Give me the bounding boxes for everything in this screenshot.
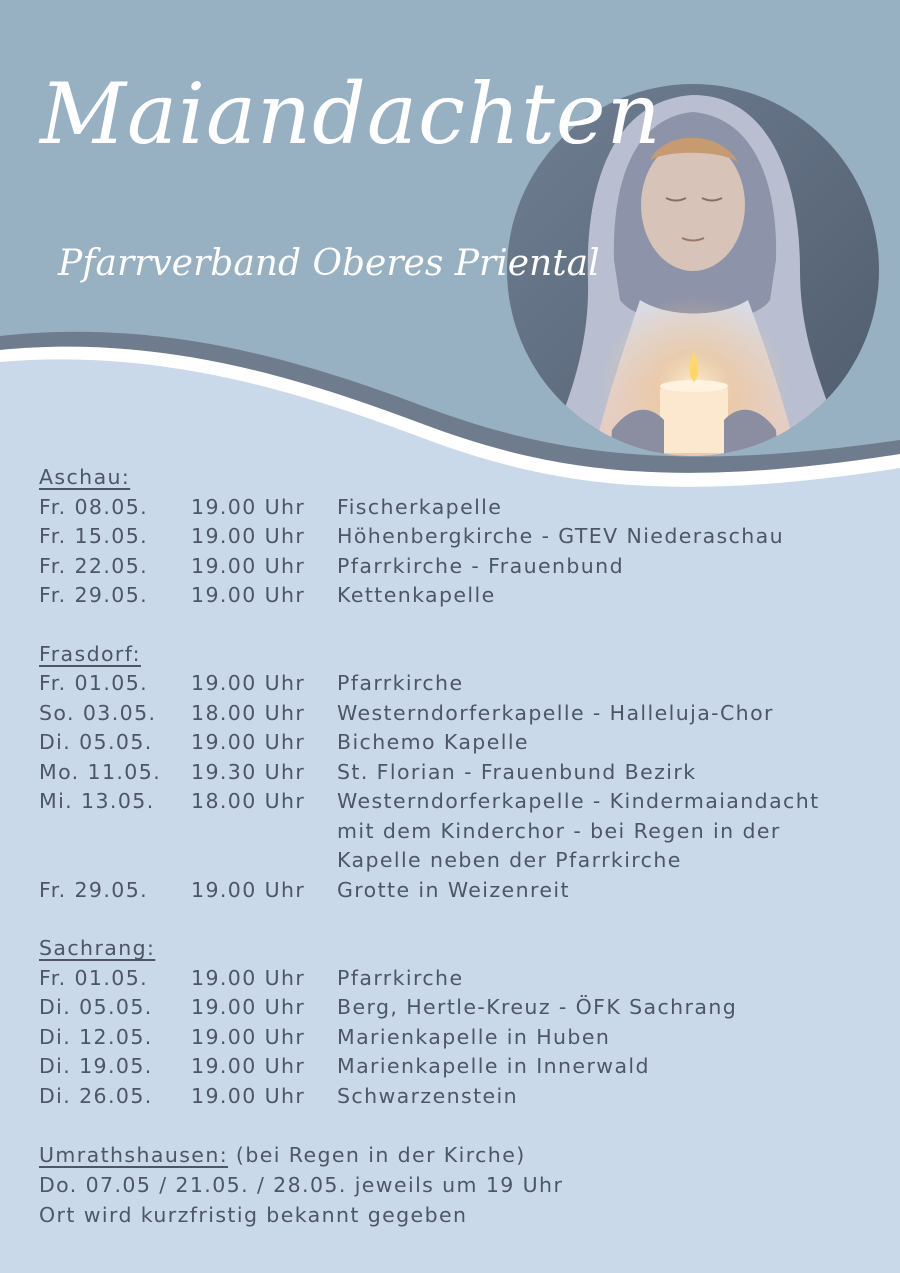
row-date: Di. 26.05. [39,1083,153,1108]
row-time: 19.00 Uhr [191,553,306,578]
schedule-row [39,493,869,523]
row-place [337,522,869,552]
schedule-section [39,640,869,906]
row-place [337,669,869,699]
schedule-row [39,993,869,1023]
row-place-line: Pfarrkirche - Frauenbund [337,553,624,578]
row-time: 19.00 Uhr [191,730,306,754]
row-place [337,964,869,994]
row-place [337,993,869,1023]
umrathshausen-dates: Do. 07.05 / 21.05. / 28.05. jeweils um 19 Uhr [39,1173,564,1197]
row-place-line: Höhenbergkirche - GTEV Niederaschau [337,524,785,548]
row-date: So. 03.05. [39,700,157,725]
row-place-line: Kettenkapelle [337,583,496,607]
row-date: Fr. 01.05. [39,965,149,990]
schedule-row [39,1023,869,1053]
row-place-line: Marienkapelle in Huben [337,1024,611,1049]
row-place [337,1023,869,1053]
row-time: 19.00 Uhr [191,524,306,548]
row-date: Di. 12.05. [39,1024,153,1049]
row-place [337,787,869,876]
row-time: 19.00 Uhr [191,1054,306,1078]
row-date: Fr. 15.05. [39,524,149,548]
row-place-line: Pfarrkirche [337,965,464,990]
schedule-row [39,758,869,788]
schedule-row [39,552,869,582]
row-date: Di. 05.05. [39,730,153,754]
schedule-row [39,876,869,906]
page-subtitle: Pfarrverband Oberes Priental [58,243,600,284]
row-time: 18.00 Uhr [191,789,306,813]
row-time: 19.00 Uhr [191,1024,306,1049]
row-time: 19.00 Uhr [191,965,306,990]
row-place-line: Schwarzenstein [337,1083,519,1108]
row-place-line: Berg, Hertle-Kreuz - ÖFK Sachrang [337,995,738,1019]
row-place-line: mit dem Kinderchor - bei Regen in der [337,818,781,843]
schedule-row [39,964,869,994]
row-place [337,581,869,611]
row-date: Mi. 13.05. [39,789,155,813]
row-place-line: Westerndorferkapelle - Halleluja-Chor [337,700,774,725]
row-place-line: Pfarrkirche [337,671,464,695]
row-date: Fr. 01.05. [39,671,149,695]
page-title: Maiandachten [40,65,662,163]
row-place-line: Grotte in Weizenreit [337,877,570,902]
section-heading: Aschau: [39,465,131,489]
umrathshausen-location-note: Ort wird kurzfristig bekannt gegeben [39,1203,468,1227]
row-time: 19.00 Uhr [191,583,306,607]
row-date: Fr. 29.05. [39,583,149,607]
row-time: 19.00 Uhr [191,995,306,1019]
row-place [337,493,869,523]
row-time: 19.00 Uhr [191,494,306,519]
schedule-section [39,463,869,611]
section-heading: Frasdorf: [39,641,141,666]
row-date: Fr. 29.05. [39,877,149,902]
schedule-row [39,1052,869,1082]
rain-remark: (bei Regen in der Kirche) [228,1143,526,1167]
row-time: 19.00 Uhr [191,671,306,695]
schedule-row [39,699,869,729]
schedule-row [39,728,869,758]
row-place-line: St. Florian - Frauenbund Bezirk [337,759,697,784]
row-place [337,699,869,729]
row-time: 19.00 Uhr [191,877,306,902]
row-place [337,876,869,906]
row-date: Mo. 11.05. [39,759,162,784]
schedule-row [39,1082,869,1112]
schedule [39,463,869,1259]
row-place [337,1082,869,1112]
row-date: Fr. 22.05. [39,553,149,578]
row-place-line: Marienkapelle in Innerwald [337,1054,650,1078]
row-place-line: Westerndorferkapelle - Kindermaiandacht [337,789,820,813]
row-place [337,1052,869,1082]
schedule-row [39,522,869,552]
row-date: Fr. 08.05. [39,494,149,519]
section-heading: Umrathshausen: [39,1143,229,1167]
schedule-row [39,669,869,699]
schedule-row [39,581,869,611]
row-place [337,758,869,788]
row-place-line: Kapelle neben der Pfarrkirche [337,848,682,872]
row-time: 19.00 Uhr [191,1083,306,1108]
schedule-row [39,787,869,876]
row-place [337,552,869,582]
section-heading: Sachrang: [39,936,156,960]
row-place-line: Bichemo Kapelle [337,730,529,754]
umrathshausen-section [39,1140,869,1230]
row-date: Di. 05.05. [39,995,153,1019]
header-banner [0,0,900,520]
schedule-section [39,934,869,1111]
row-place [337,728,869,758]
row-time: 19.30 Uhr [191,759,306,784]
row-date: Di. 19.05. [39,1054,153,1078]
row-time: 18.00 Uhr [191,700,306,725]
umrathshausen-heading-line [39,1140,869,1170]
row-place-line: Fischerkapelle [337,494,503,519]
